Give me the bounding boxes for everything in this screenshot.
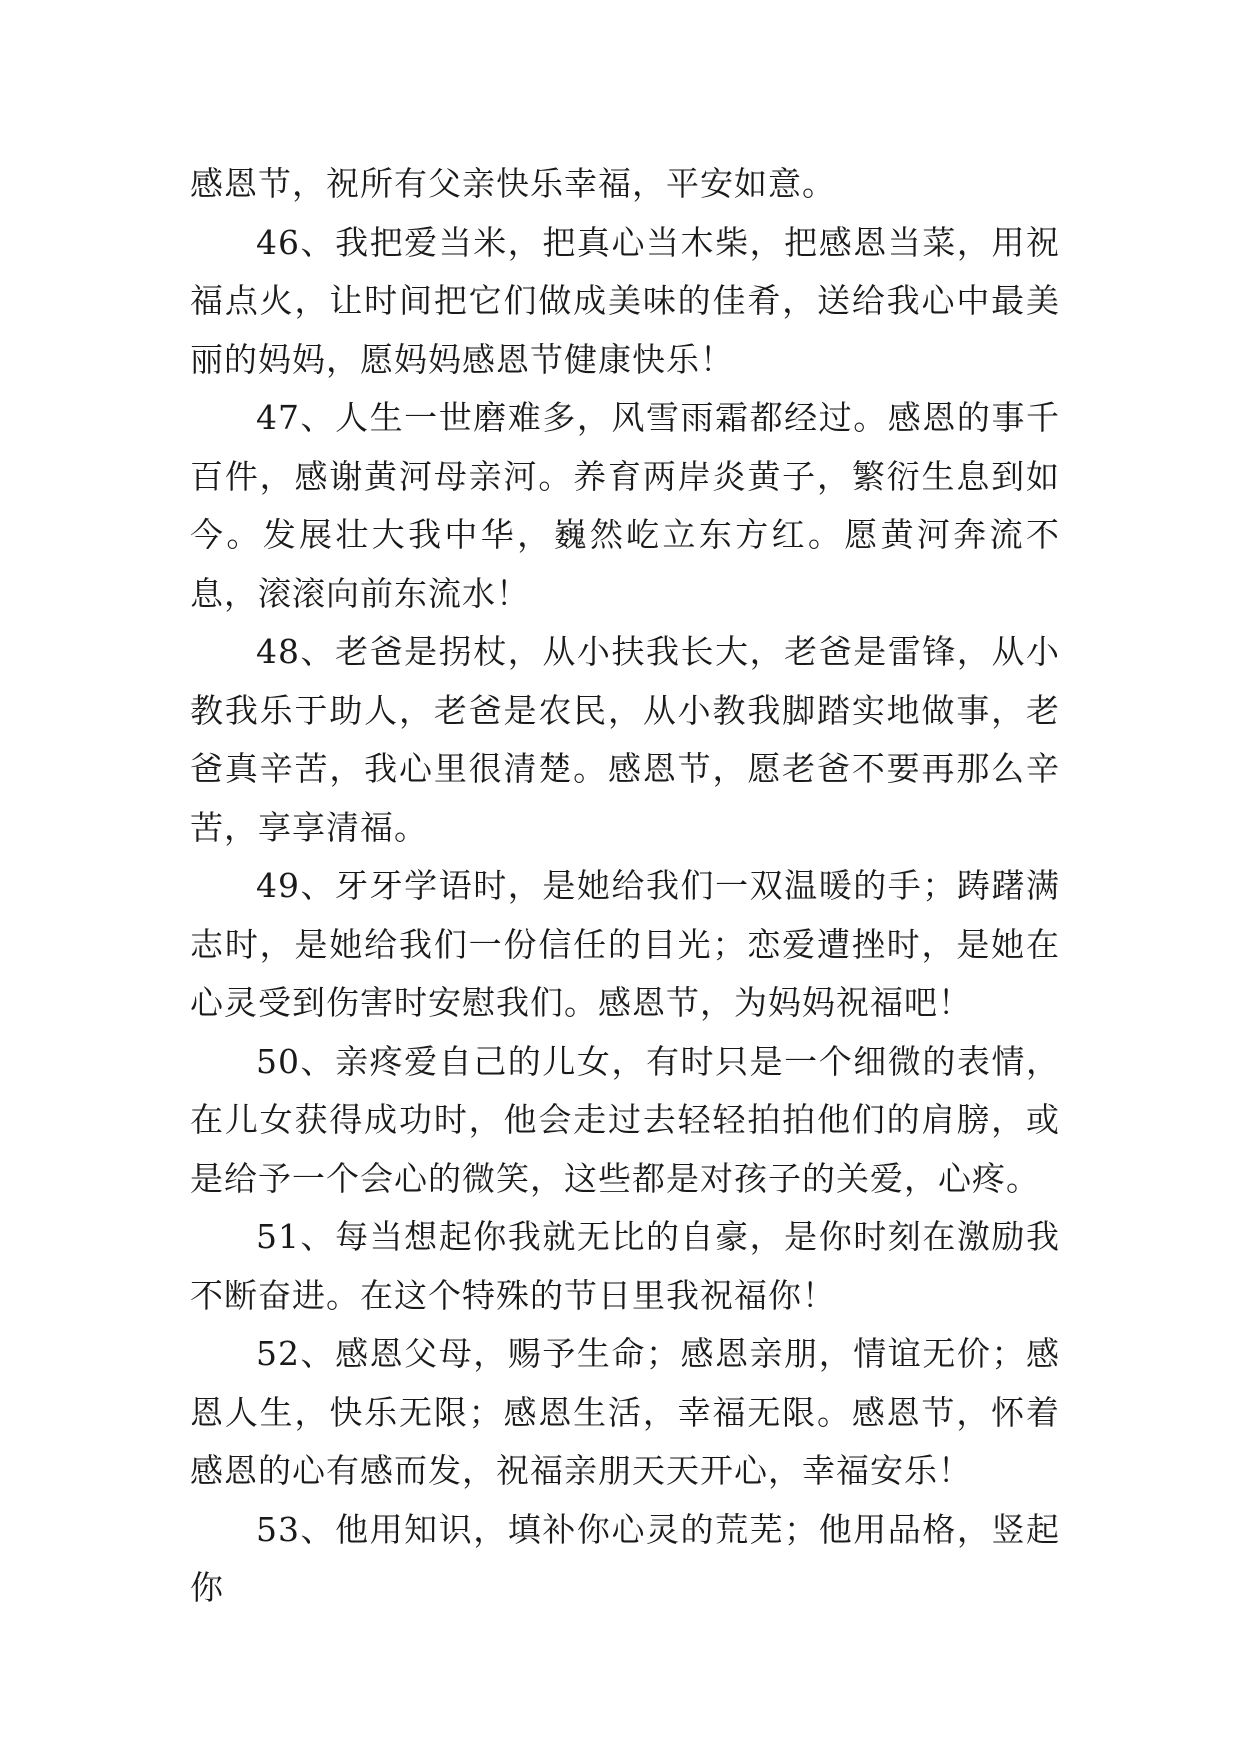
paragraph-48: 48、老爸是拐杖，从小扶我长大，老爸是雷锋，从小教我乐于助人，老爸是农民，从小教我脚踏实地做事，老爸真辛苦，我心里很清楚。感恩节，愿老爸不要再那么辛苦，享享清福。 bbox=[190, 632, 1060, 847]
paragraph-53: 53、他用知识，填补你心灵的荒芜；他用品格，竖起你 bbox=[190, 1509, 1060, 1607]
paragraph-51: 51、每当想起你我就无比的自豪，是你时刻在激励我不断奋进。在这个特殊的节日里我祝福你！ bbox=[190, 1217, 1060, 1315]
document-body bbox=[190, 155, 1060, 1618]
paragraph-50: 50、亲疼爱自己的儿女，有时只是一个细微的表情，在儿女获得成功时，他会走过去轻轻拍拍他们的肩膀，或是给予一个会心的微笑，这些都是对孩子的关爱，心疼。 bbox=[190, 1041, 1060, 1198]
paragraph-intro-closing: 感恩节，祝所有父亲快乐幸福，平安如意。 bbox=[190, 164, 836, 203]
paragraph-49: 49、牙牙学语时，是她给我们一双温暖的手；踌躇满志时，是她给我们一份信任的目光；恋爱遭挫时，是她在心灵受到伤害时安慰我们。感恩节，为妈妈祝福吧！ bbox=[190, 866, 1060, 1022]
paragraph-46: 46、我把爱当米，把真心当木柴，把感恩当菜，用祝福点火，让时间把它们做成美味的佳肴，送给我心中最美丽的妈妈，愿妈妈感恩节健康快乐！ bbox=[190, 222, 1060, 379]
paragraph-47: 47、人生一世磨难多，风雪雨霜都经过。感恩的事千百件，感谢黄河母亲河。养育两岸炎黄子，繁衍生息到如今。发展壮大我中华，巍然屹立东方红。愿黄河奔流不息，滚滚向前东流水！ bbox=[190, 398, 1060, 613]
paragraph-52: 52、感恩父母，赐予生命；感恩亲朋，情谊无价；感恩人生，快乐无限；感恩生活，幸福无限。感恩节，怀着感恩的心有感而发，祝福亲朋天天开心，幸福安乐！ bbox=[190, 1334, 1060, 1490]
